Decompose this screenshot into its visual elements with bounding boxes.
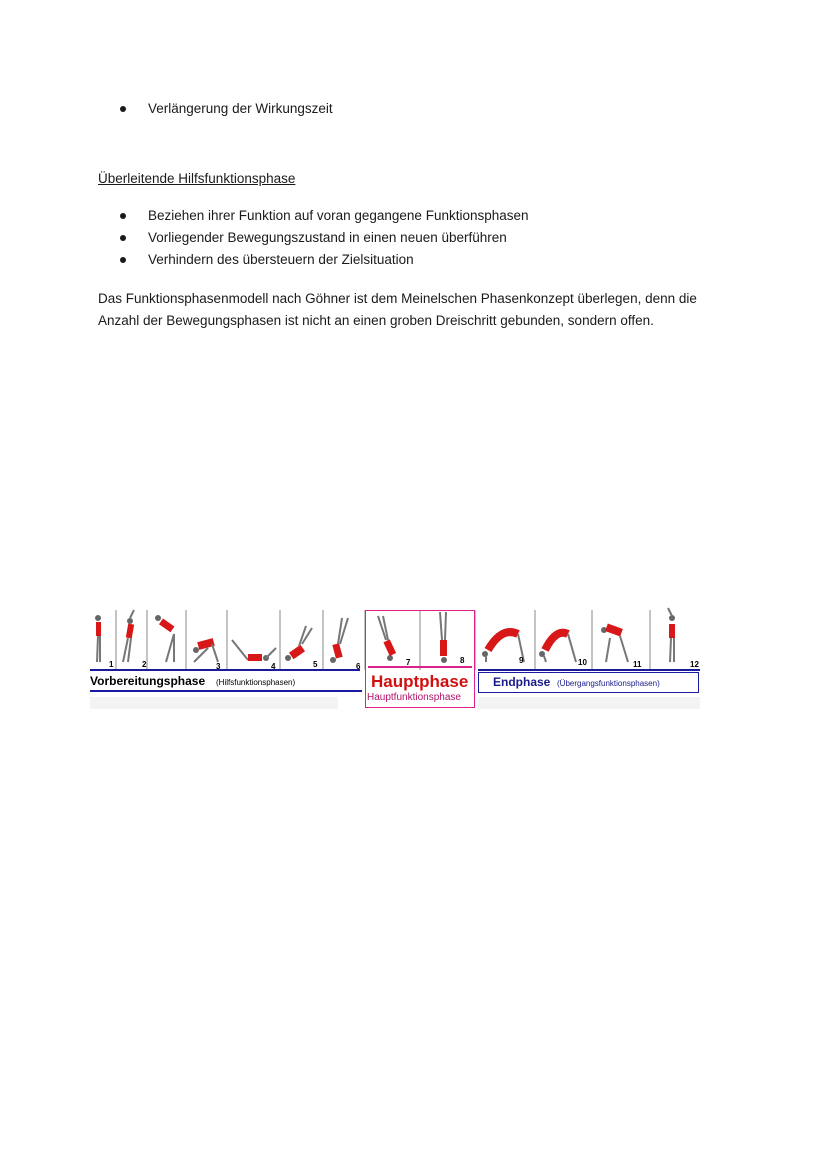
gymnast-figure bbox=[482, 632, 524, 662]
frame-number: 3 bbox=[216, 662, 221, 671]
phase-sublabel-haupt: Hauptfunktionsphase bbox=[367, 692, 461, 703]
bullet-icon bbox=[120, 257, 126, 263]
frame-number: 11 bbox=[633, 660, 642, 669]
gymnast-figure bbox=[155, 615, 174, 662]
frame-number: 12 bbox=[690, 660, 699, 669]
bullet-text: Vorliegender Bewegungszustand in einen neuen überführen bbox=[148, 230, 507, 245]
frame-number: 4 bbox=[271, 662, 276, 671]
bullet-icon bbox=[120, 213, 126, 219]
gymnast-figure bbox=[285, 626, 312, 661]
frame-number: 5 bbox=[313, 660, 318, 669]
bullet-text: Verhindern des übersteuern der Zielsituation bbox=[148, 252, 414, 267]
phase-label-vorbereitung: Vorbereitungsphase bbox=[90, 674, 206, 688]
gymnast-figure bbox=[232, 640, 276, 661]
phase-sublabel-end: (Übergangsfunktionsphasen) bbox=[557, 679, 660, 688]
frame-number: 8 bbox=[460, 656, 465, 665]
frame-number: 1 bbox=[109, 660, 114, 669]
bullet-icon bbox=[120, 106, 126, 112]
phase-figure bbox=[90, 604, 702, 710]
section-heading: Überleitende Hilfsfunktionsphase bbox=[98, 171, 296, 186]
gymnast-figure bbox=[330, 618, 348, 663]
phase-sublabel-vorbereitung: (Hilfsfunktionsphasen) bbox=[216, 678, 296, 687]
phase-label-end: Endphase bbox=[493, 675, 551, 689]
frame-number: 2 bbox=[142, 660, 147, 669]
gymnast-figure bbox=[601, 624, 628, 662]
frame-number: 6 bbox=[356, 662, 361, 671]
figure-shadow bbox=[478, 697, 700, 709]
frame-number: 9 bbox=[519, 656, 524, 665]
gymnast-figure bbox=[95, 615, 101, 662]
phase-underline bbox=[90, 690, 362, 692]
gymnast-figure bbox=[539, 633, 576, 662]
gymnast-figure bbox=[668, 608, 675, 662]
frame-number: 7 bbox=[406, 658, 411, 667]
gymnast-figure bbox=[123, 610, 134, 662]
body-paragraph: Das Funktionsphasenmodell nach Göhner ist dem Meinelschen Phasenkonzept überlegen, denn die Anzahl der Bewegungsphasen ist nicht an einen groben Dreischritt gebunden, sondern offen. bbox=[98, 291, 697, 328]
bullet-icon bbox=[120, 235, 126, 241]
bullet-text: Verlängerung der Wirkungszeit bbox=[148, 101, 333, 116]
bullet-text: Beziehen ihrer Funktion auf voran gegangene Funktionsphasen bbox=[148, 208, 529, 223]
phase-label-haupt: Hauptphase bbox=[371, 672, 469, 691]
figure-shadow bbox=[90, 697, 338, 709]
frame-number: 10 bbox=[578, 658, 587, 667]
gymnast-figure bbox=[193, 638, 218, 662]
